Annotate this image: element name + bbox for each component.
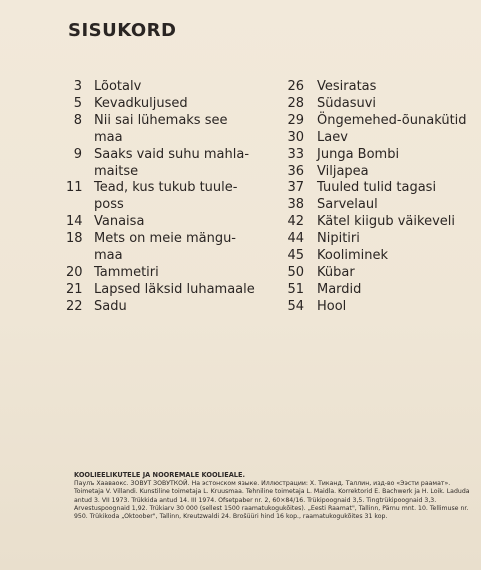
toc-title: Öngemehed-õunakütid (317, 112, 467, 128)
toc-entry (286, 282, 476, 299)
toc-title: Kübar (317, 264, 355, 280)
toc-title: Nipitiri (317, 231, 360, 247)
toc-entry (286, 164, 476, 181)
toc-title: Lõotalv (94, 79, 142, 94)
toc-page-number: 30 (287, 129, 304, 145)
toc-entry (72, 113, 262, 147)
toc-page-number: 20 (66, 264, 83, 280)
toc-entry (66, 214, 262, 231)
toc-entry (286, 113, 476, 130)
imprint-text: Паулъ Хааваокс. ЗОВУТ ЗОВУТКОЙ. На эстонском языке. Иллюстрации: Х. Тиканд. Таллин, изд-во «Ээсти раамат». Toimetaja V. Villandi. Kunstiline toimetaja L. Kruusmaa. Tehniline toimetaja L. Maidla. Korrektorid E. Bachwerk ja H. Loik. Laduda antud 3. VII 1973. Trükkida antud 14. III 1974. Ofsetpaber nr. 2, 60×84/16. Trükipoognaid 3,5. Tingtrükipoognaid 3,3. Arvestuspoognaid 1,92. Trükiarv 30 000 (sellest 1500 raamatukogukõites). „Eesti Raamat", Tallinn, Pärnu mnt. 10. Tellimuse nr. 950. Trükikoda „Oktoober", Tallinn, Kreutzwaldi 24. Brošüüri hind 16 kop., raamatukogukõites 31 kop. (74, 480, 470, 521)
toc-page-number: 51 (287, 281, 304, 297)
toc-title: Kevadkuljused (94, 95, 188, 111)
toc-page-number: 54 (287, 298, 304, 314)
contents-left-column (66, 79, 262, 316)
toc-page-number: 45 (287, 248, 304, 264)
toc-title: Hool (317, 298, 347, 314)
toc-title: Südasuvi (317, 95, 377, 111)
toc-title: Vesiratas (317, 79, 377, 94)
toc-page-number: 26 (287, 79, 304, 94)
toc-page-number: 38 (287, 197, 304, 213)
toc-entry (286, 79, 476, 96)
toc-title: Kätel kiigub väikeveli (317, 214, 455, 230)
toc-page-number: 33 (287, 146, 304, 162)
toc-title: Saaks vaid suhu mahla- maitse (94, 146, 250, 179)
toc-page-number: 42 (287, 214, 304, 230)
toc-page-number: 9 (73, 146, 82, 162)
toc-title: Lapsed läksid luhamaale (94, 281, 255, 297)
imprint-heading: KOOLIEELIKUTELE JA NOOREMALE KOOLIEALE. (74, 471, 246, 479)
toc-page-number: 44 (287, 231, 304, 247)
toc-page-number: 8 (73, 112, 82, 128)
toc-entry (286, 180, 476, 197)
toc-page-number: 21 (66, 281, 83, 297)
toc-entry (66, 298, 262, 316)
toc-title: Mardid (317, 281, 362, 297)
toc-title: Tead, kus tukub tuule- poss (94, 180, 238, 213)
toc-title: Sarvelaul (317, 197, 378, 213)
toc-entry (286, 265, 476, 282)
toc-title: Vanaisa (94, 214, 145, 230)
toc-title: Mets on meie mängu- maa (94, 231, 236, 264)
toc-entry (286, 231, 476, 248)
toc-page-number: 5 (73, 95, 82, 111)
toc-entry (66, 231, 262, 265)
toc-entry (66, 281, 262, 299)
toc-entry (286, 299, 476, 316)
toc-page-number: 50 (287, 264, 304, 280)
toc-entry (286, 147, 476, 164)
toc-title: Nii sai lühemaks see maa (94, 112, 228, 145)
toc-page-number: 11 (66, 180, 83, 196)
toc-entry (66, 264, 262, 282)
toc-title: Laev (317, 129, 348, 145)
page-title: SISUKORD (68, 20, 177, 41)
toc-page-number: 14 (66, 214, 83, 230)
toc-page-number: 18 (66, 231, 83, 247)
toc-page-number: 37 (287, 180, 304, 196)
imprint-block (74, 471, 474, 521)
toc-title: Tuuled tulid tagasi (317, 180, 437, 196)
toc-page-number: 29 (287, 112, 304, 128)
toc-entry (72, 96, 262, 113)
toc-title: Sadu (94, 298, 127, 314)
contents-right-column (286, 79, 476, 316)
toc-entry (286, 96, 476, 113)
toc-entry (286, 248, 476, 265)
toc-title: Viljapea (317, 163, 369, 179)
toc-page-number: 22 (66, 298, 83, 314)
toc-page-number: 28 (287, 95, 304, 111)
toc-entry (286, 214, 476, 231)
toc-entry (72, 79, 262, 96)
toc-title: Kooliminek (317, 248, 389, 264)
toc-entry (66, 180, 262, 214)
toc-entry (286, 197, 476, 214)
toc-title: Junga Bombi (317, 146, 400, 162)
toc-entry (286, 130, 476, 147)
toc-title: Tammetiri (94, 264, 159, 280)
toc-page-number: 36 (287, 163, 304, 179)
toc-page-number: 3 (73, 79, 82, 94)
toc-entry (72, 147, 262, 181)
